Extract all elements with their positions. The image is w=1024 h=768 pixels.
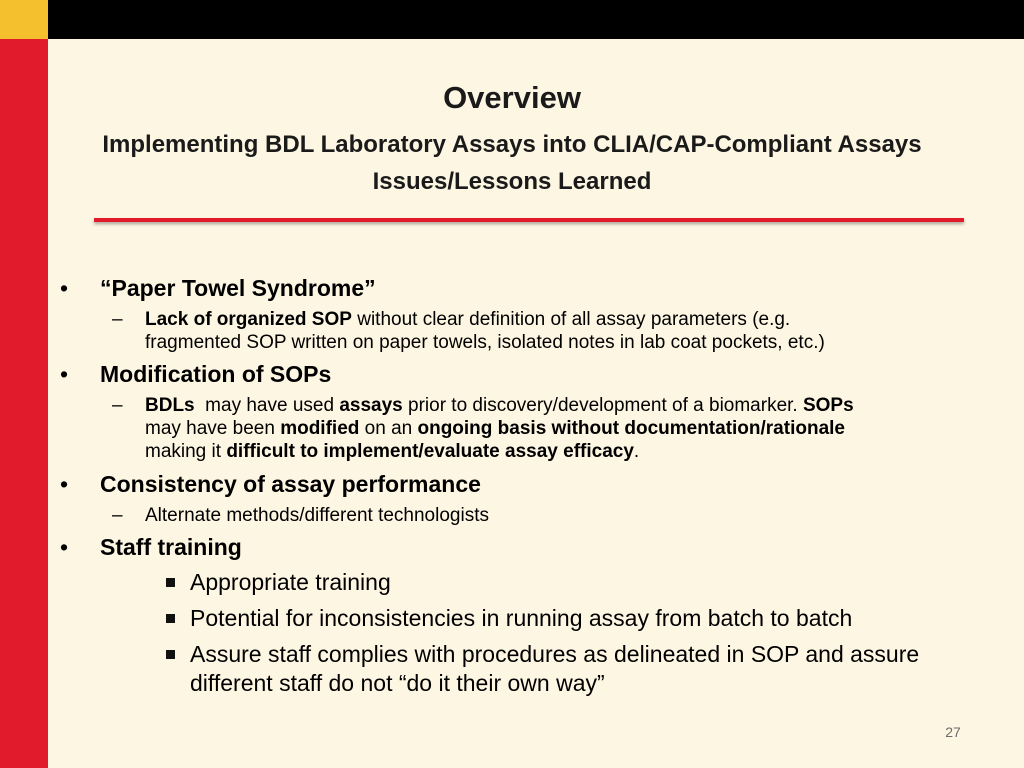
- bullet-consistency: [60, 469, 481, 499]
- training-item: [190, 640, 970, 698]
- sub-text: may have been: [145, 418, 281, 439]
- sub-bold-text: assays: [339, 395, 403, 416]
- sub-bold-text: SOPs: [802, 395, 854, 416]
- sub-text: prior to discovery/development of a biomarker.: [402, 395, 803, 416]
- sub-bold-text: ongoing basis without documentation/rationale: [417, 418, 845, 439]
- training-item-text: different staff do not “do it their own way”: [190, 670, 605, 696]
- sub-text: Alternate methods/different technologists: [145, 505, 489, 526]
- bullet-heading: Consistency of assay performance: [100, 471, 481, 497]
- sub-text: making it: [145, 441, 227, 462]
- training-item: [190, 604, 970, 633]
- dash-mark: –: [112, 505, 123, 526]
- training-item-text: Potential for inconsistencies in running assay from batch to batch: [190, 605, 853, 631]
- sub-text: without clear definition of all assay parameters (e.g.: [351, 309, 791, 330]
- sub-bullet-consistency: [112, 504, 965, 527]
- subtitle-line-2: Issues/Lessons Learned: [372, 168, 652, 195]
- page-number: 27: [945, 724, 961, 740]
- sub-bullet-paper-towel: [112, 308, 965, 354]
- square-bullet-icon: [166, 614, 175, 623]
- square-bullet-icon: [166, 578, 175, 587]
- sub-bold-text: modified: [280, 418, 360, 439]
- training-item-text: Appropriate training: [190, 569, 391, 595]
- training-item-text: Assure staff complies with procedures as delineated in SOP and assure: [190, 641, 920, 667]
- bullet-heading: Staff training: [100, 534, 242, 560]
- bullet-staff-training: [60, 532, 242, 562]
- sub-text: may have used: [194, 395, 340, 416]
- bullet-paper-towel-syndrome: [60, 273, 376, 303]
- bullet-mark: •: [60, 471, 69, 497]
- sub-text: .: [633, 441, 640, 462]
- bullet-mark: •: [60, 534, 69, 560]
- sub-text: on an: [359, 418, 418, 439]
- bullet-mark: •: [60, 361, 69, 387]
- square-bullet-icon: [166, 650, 175, 659]
- dash-mark: –: [112, 309, 123, 330]
- sub-bullet-modification: [112, 394, 965, 463]
- sub-bold-text: BDLs: [145, 395, 195, 416]
- bullet-heading: “Paper Towel Syndrome”: [100, 275, 376, 301]
- training-item: [190, 568, 970, 597]
- bullet-mark: •: [60, 275, 69, 301]
- bullet-modification-of-sops: [60, 359, 332, 389]
- subtitle-line-1: Implementing BDL Laboratory Assays into CLIA/CAP-Compliant Assays: [102, 131, 922, 158]
- dash-mark: –: [112, 395, 123, 416]
- sub-bold-text: difficult to implement/evaluate assay efficacy: [226, 441, 634, 462]
- sub-bold-text: Lack of organized SOP: [145, 309, 352, 330]
- slide-title: Overview: [443, 80, 581, 115]
- sub-text: fragmented SOP written on paper towels, isolated notes in lab coat pockets, etc.): [145, 332, 825, 353]
- bullet-heading: Modification of SOPs: [100, 361, 332, 387]
